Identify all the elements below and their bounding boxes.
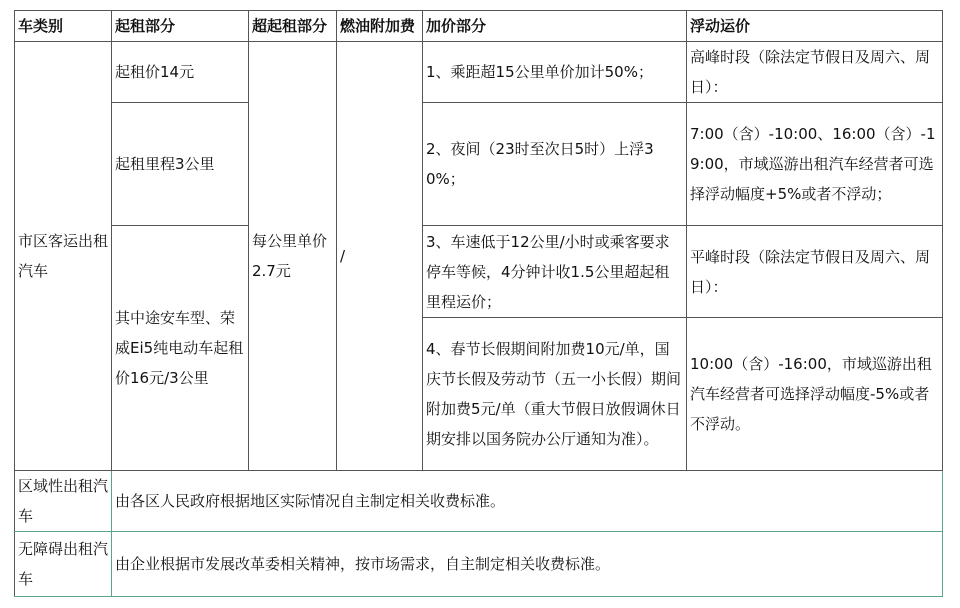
surcharge-rule-3: 3、车速低于12公里/小时或乘客要求停车等候，4分钟计收1.5公里超起租里程运价； xyxy=(423,226,687,318)
floating-offpeak-title: 平峰时段（除法定节假日及周六、周日）： xyxy=(687,226,943,318)
header-over-base: 超起租部分 xyxy=(249,11,337,42)
surcharge-rule-1: 1、乘距超15公里单价加计50%； xyxy=(423,42,687,103)
header-category: 车类别 xyxy=(15,11,112,42)
floating-offpeak-detail: 10:00（含）-16:00，市域巡游出租汽车经营者可选择浮动幅度-5%或者不浮动。 xyxy=(687,318,943,471)
surcharge-rule-4: 4、春节长假期间附加费10元/单，国庆节长假及劳动节（五一小长假）期间附加费5元/单（重大节假日放假调休日期安排以国务院办公厅通知为准）。 xyxy=(423,318,687,471)
table-row xyxy=(15,103,943,226)
category-city-taxi: 市区客运出租汽车 xyxy=(15,42,112,471)
table-row xyxy=(15,226,943,318)
floating-peak-title: 高峰时段（除法定节假日及周六、周日）： xyxy=(687,42,943,103)
regional-taxi-rule: 由各区人民政府根据地区实际情况自主制定相关收费标准。 xyxy=(112,471,943,532)
header-floating-price: 浮动运价 xyxy=(687,11,943,42)
special-models-cell: 其中途安车型、荣威Ei5纯电动车起租价16元/3公里 xyxy=(112,226,249,471)
base-fare-cell: 起租价14元 xyxy=(112,42,249,103)
fuel-surcharge-cell: / xyxy=(337,42,423,471)
header-row xyxy=(15,11,943,42)
table-row xyxy=(15,42,943,103)
fare-table-wrapper xyxy=(14,10,943,597)
accessible-taxi-rule: 由企业根据市发展改革委相关精神，按市场需求，自主制定相关收费标准。 xyxy=(112,532,943,597)
header-base-fare: 起租部分 xyxy=(112,11,249,42)
category-accessible-taxi: 无障碍出租汽车 xyxy=(15,532,112,597)
table-row xyxy=(15,471,943,532)
category-regional-taxi: 区域性出租汽车 xyxy=(15,471,112,532)
floating-peak-detail: 7:00（含）-10:00、16:00（含）-19:00，市域巡游出租汽车经营者可选择浮动幅度+5%或者不浮动； xyxy=(687,103,943,226)
header-surcharges: 加价部分 xyxy=(423,11,687,42)
surcharge-rule-2: 2、夜间（23时至次日5时）上浮30%； xyxy=(423,103,687,226)
base-distance-cell: 起租里程3公里 xyxy=(112,103,249,226)
table-row xyxy=(15,532,943,597)
header-fuel-surcharge: 燃油附加费 xyxy=(337,11,423,42)
taxi-fare-table xyxy=(14,10,943,597)
per-km-price-cell: 每公里单价2.7元 xyxy=(249,42,337,471)
